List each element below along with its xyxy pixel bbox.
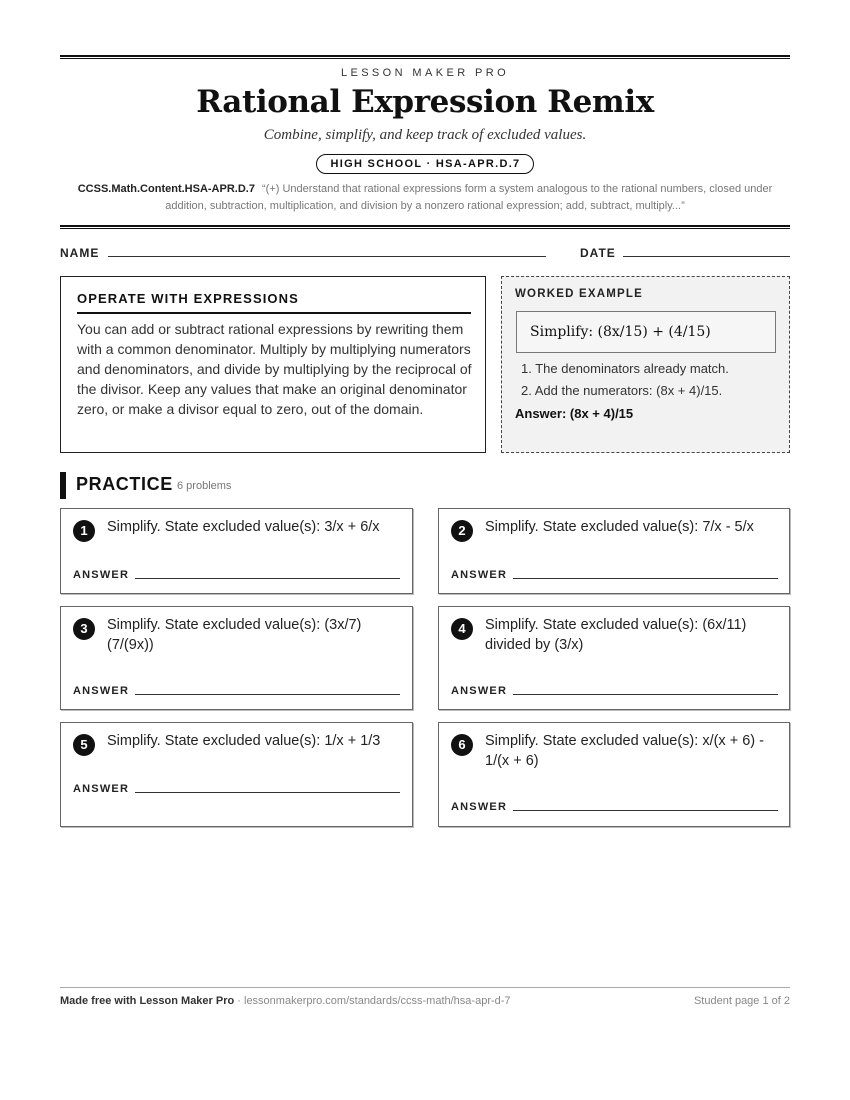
problem-number-badge: 1 xyxy=(73,520,95,542)
problem-prompt: Simplify. State excluded value(s): 1/x + 1/3 xyxy=(107,733,381,749)
answer-label: ANSWER xyxy=(451,569,508,581)
answer-field[interactable] xyxy=(135,792,400,793)
problem-card-1 xyxy=(60,508,413,594)
page-title: Rational Expression Remix xyxy=(196,84,654,120)
answer-label: ANSWER xyxy=(73,685,130,697)
worked-example-heading: WORKED EXAMPLE xyxy=(515,288,643,300)
problem-card-3 xyxy=(60,606,413,710)
date-label: DATE xyxy=(580,246,616,260)
name-label: NAME xyxy=(60,246,100,260)
answer-label: ANSWER xyxy=(451,801,508,813)
worked-example-problem: Simplify: (8x/15) + (4/15) xyxy=(516,311,776,353)
concept-heading: OPERATE WITH EXPRESSIONS xyxy=(77,291,471,314)
problem-prompt: Simplify. State excluded value(s): (6x/11) divided by (3/x) xyxy=(485,617,747,653)
badge-wrap xyxy=(60,152,790,174)
problem-prompt: Simplify. State excluded value(s): 7/x - 5/x xyxy=(485,519,754,535)
problem-number-badge: 6 xyxy=(451,734,473,756)
problem-card-6 xyxy=(438,722,790,827)
concept-box xyxy=(60,276,486,453)
answer-label: ANSWER xyxy=(73,569,130,581)
worked-example-steps xyxy=(521,358,729,402)
worked-example-step: 1. The denominators already match. xyxy=(521,361,729,376)
header-bottom-rule xyxy=(60,225,790,229)
practice-count: 6 problems xyxy=(177,480,232,492)
problem-card-5 xyxy=(60,722,413,827)
name-field[interactable] xyxy=(108,256,546,257)
problem-card-4 xyxy=(438,606,790,710)
problem-number-badge: 3 xyxy=(73,618,95,640)
footer-url: · lessonmakerpro.com/standards/ccss-math/hsa-apr-d-7 xyxy=(234,995,511,1007)
problem-number-badge: 4 xyxy=(451,618,473,640)
answer-field[interactable] xyxy=(513,810,778,811)
worked-example-box xyxy=(501,276,790,453)
header-top-rule xyxy=(60,55,790,59)
worked-example-step: 2. Add the numerators: (8x + 4)/15. xyxy=(521,383,723,398)
problem-number-badge: 2 xyxy=(451,520,473,542)
answer-field[interactable] xyxy=(513,694,778,695)
problem-prompt: Simplify. State excluded value(s): 3/x + 6/x xyxy=(107,519,380,535)
practice-title: PRACTICE xyxy=(76,474,173,494)
practice-accent-bar xyxy=(60,472,66,499)
worked-example-answer: Answer: (8x + 4)/15 xyxy=(515,406,634,421)
problem-prompt: Simplify. State excluded value(s): (3x/7) (7/(9x)) xyxy=(107,617,362,653)
answer-field[interactable] xyxy=(135,578,400,579)
standard-code: CCSS.Math.Content.HSA-APR.D.7 xyxy=(77,183,255,195)
standard-text: “(+) Understand that rational expressions form a system analogous to the rational numbers, closed under addition, subtraction, multiplication, and division by a nonzero rational expression; add, subtract, multiply...” xyxy=(165,183,773,212)
problem-number-badge: 5 xyxy=(73,734,95,756)
standard-description xyxy=(60,181,790,215)
grade-standard-badge: HIGH SCHOOL · HSA-APR.D.7 xyxy=(316,154,535,174)
footer-page-number: Student page 1 of 2 xyxy=(693,995,790,1007)
date-field[interactable] xyxy=(623,256,790,257)
footer-rule xyxy=(60,987,790,988)
concept-body: You can add or subtract rational expressions by rewriting them with a common denominator. Multiply by multiplying numerators and denominators, and divide by multiplying by the reciprocal of the divisor. Keep any values that make an original denominator zero, or make a divisor equal to zero, out of the domain. xyxy=(77,321,472,417)
answer-label: ANSWER xyxy=(451,685,508,697)
answer-field[interactable] xyxy=(135,694,400,695)
footer-made-with: Made free with Lesson Maker Pro xyxy=(60,995,235,1007)
problem-prompt: Simplify. State excluded value(s): x/(x + 6) - 1/(x + 6) xyxy=(485,733,764,769)
brand-name: LESSON MAKER PRO xyxy=(340,67,510,79)
answer-label: ANSWER xyxy=(73,783,130,795)
page-subtitle: Combine, simplify, and keep track of excluded values. xyxy=(263,127,587,143)
footer-credit xyxy=(60,995,511,1007)
problem-card-2 xyxy=(438,508,790,594)
worksheet-page xyxy=(60,0,790,1100)
answer-field[interactable] xyxy=(513,578,778,579)
